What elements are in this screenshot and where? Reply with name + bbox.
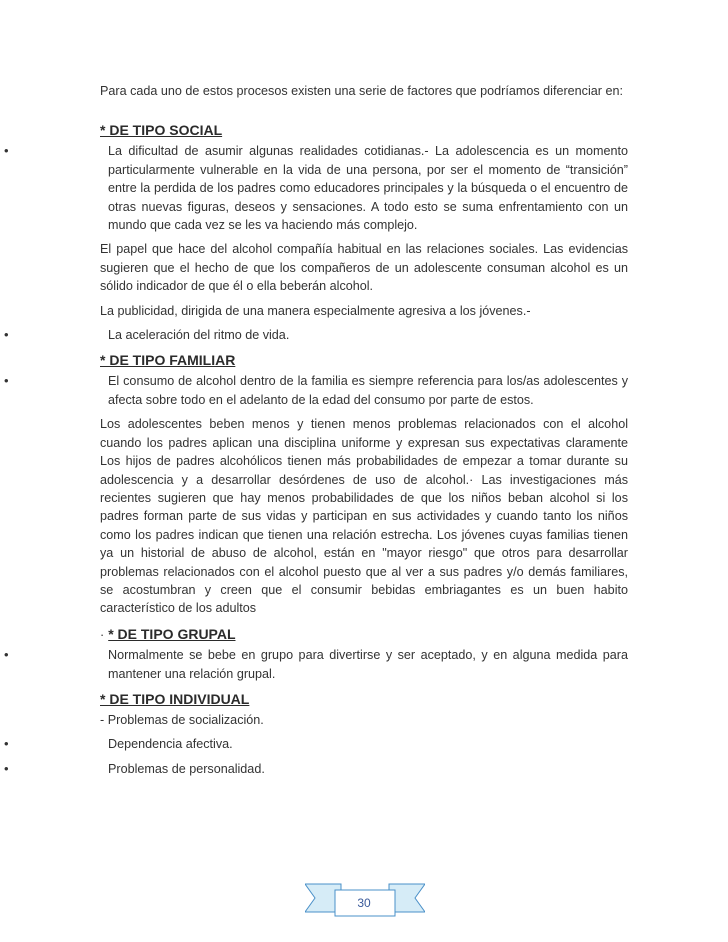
bullet-text: El consumo de alcohol dentro de la familia es siempre referencia para los/as adolescentes y afecta sobre todo en el adelanto de la edad del consumo por parte de estos. (108, 374, 628, 407)
bullet-text: Normalmente se bebe en grupo para divertirse y ser aceptado, y en alguna medida para mantener una relación grupal. (108, 648, 628, 681)
bullet-text: Dependencia afectiva. (108, 737, 233, 752)
bullet-item (4, 326, 628, 344)
bullet-item (4, 760, 628, 778)
bullet-icon: • (4, 760, 9, 776)
heading-familiar: * DE TIPO FAMILIAR (100, 352, 236, 369)
heading-grupal: * DE TIPO GRUPAL (108, 625, 236, 642)
bullet-item (4, 735, 628, 753)
page-number: 30 (357, 896, 371, 910)
bullet-icon: • (4, 647, 9, 663)
heading-prefix: · (100, 627, 105, 642)
bullet-icon: • (4, 373, 9, 389)
intro-paragraph: Para cada uno de estos procesos existen una serie de factores que podríamos diferenciar en: (100, 84, 623, 98)
heading-grupal-row (100, 624, 628, 644)
bullet-item (4, 372, 628, 409)
heading-social: * DE TIPO SOCIAL (100, 122, 223, 139)
bullet-item (4, 646, 628, 683)
bullet-icon: • (4, 327, 9, 343)
paragraph: Los adolescentes beben menos y tienen menos problemas relacionados con el alcohol cuando los padres aplican una disciplina uniforme y expresan sus expectativas claramente Los hijos de padres alcohólicos tienen más probabilidades de empezar a tomar durante su adolescencia y a desarrollar desórdenes de uso de alcohol.· Las investigaciones más recientes sugieren que hay menos probabilidades de que los niños beban alcohol si los padres forman parte de sus vidas y participan en sus actividades y cuando tanto los niños como los padres indican que tienen una relación estrecha. Los jóvenes cuyas familias tienen ya un historial de abuso de alcohol, están en "mayor riesgo" que otros para desarrollar problemas relacionados con el alcohol puesto que al ver a sus padres y/o demás familiares, se acostumbran y creen que el consumir bebidas embriagantes es un buen habito característico de los adultos (100, 417, 628, 616)
dash-item: - Problemas de socialización. (100, 712, 264, 727)
bullet-text: La aceleración del ritmo de vida. (108, 328, 290, 343)
bullet-text: La dificultad de asumir algunas realidades cotidianas.- La adolescencia es un momento particularmente vulnerable en la vida de una persona, por ser el momento de “transición” entre la perdida de los padres como educadores principales y la búsqueda o el encuentro de otras nuevas figuras, deseos y sensaciones. A todo esto se suma enfrentamiento con un mundo que cada vez se les va haciendo más complejo. (108, 144, 628, 233)
bullet-text: Problemas de personalidad. (108, 761, 265, 776)
paragraph: El papel que hace del alcohol compañía habitual en las relaciones sociales. Las evidencias sugieren que el hecho de que los compañeros de un adolescente consuman alcohol es un sólido indicador de que él o ella beberán alcohol. (100, 242, 628, 294)
paragraph: La publicidad, dirigida de una manera especialmente agresiva a los jóvenes.- (100, 303, 531, 318)
page-content (4, 82, 628, 784)
bullet-item (4, 142, 628, 234)
bullet-icon: • (4, 143, 9, 159)
bullet-icon: • (4, 736, 9, 752)
heading-individual: * DE TIPO INDIVIDUAL (100, 690, 250, 707)
